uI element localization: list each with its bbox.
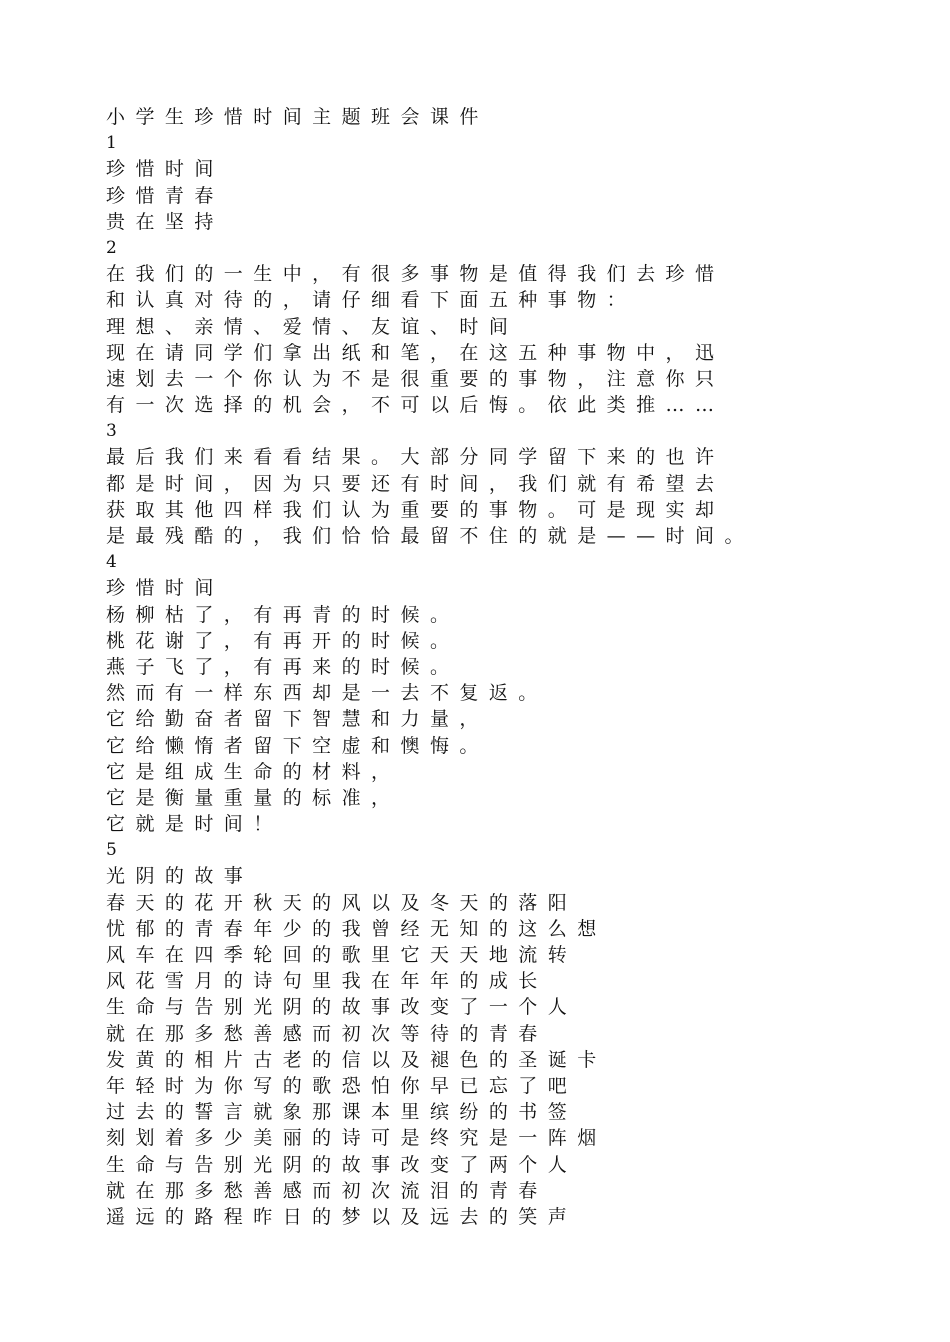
text-line: 有一次选择的机会，不可以后悔。依此类推…… (106, 394, 725, 417)
document-title: 小学生珍惜时间主题班会课件 (106, 106, 489, 128)
text-line: 速划去一个你认为不是很重要的事物，注意你只 (106, 367, 725, 390)
text-line: 生命与告别光阴的故事改变了一个人 (106, 996, 578, 1019)
text-line: 它是衡量重量的标准， (106, 786, 401, 809)
text-line: 刻划着多少美丽的诗可是终究是一阵烟 (106, 1127, 607, 1150)
text-line: 风花雪月的诗句里我在年年的成长 (106, 970, 548, 993)
text-line: 它给勤奋者留下智慧和力量， (106, 708, 489, 731)
text-line: 获取其他四样我们认为重要的事物。可是现实却 (106, 498, 725, 521)
text-line: 就在那多愁善感而初次流泪的青春 (106, 1179, 548, 1202)
slide-number: 5 (106, 840, 117, 861)
text-line: 生命与告别光阴的故事改变了两个人 (106, 1153, 578, 1176)
text-line: 然而有一样东西却是一去不复返。 (106, 682, 548, 705)
text-line: 都是时间，因为只要还有时间，我们就有希望去 (106, 472, 725, 495)
text-line: 就在那多愁善感而初次等待的青春 (106, 1022, 548, 1045)
text-line: 最后我们来看看结果。大部分同学留下来的也许 (106, 446, 725, 469)
text-line: 它就是时间！ (106, 813, 283, 836)
text-line: 过去的誓言就象那课本里缤纷的书签 (106, 1101, 578, 1124)
text-line: 它是组成生命的材料， (106, 760, 401, 783)
text-line: 它给懒惰者留下空虚和懊悔。 (106, 734, 489, 757)
text-line: 贵在坚持 (106, 210, 224, 233)
text-line: 在我们的一生中，有很多事物是值得我们去珍惜 (106, 263, 725, 286)
text-line: 桃花谢了，有再开的时候。 (106, 629, 460, 652)
text-line: 燕子飞了，有再来的时候。 (106, 655, 460, 678)
text-line: 光阴的故事 (106, 865, 254, 888)
slide-number: 1 (106, 133, 117, 154)
document-body (106, 104, 866, 1230)
slide-number: 4 (106, 552, 117, 573)
text-line: 和认真对待的，请仔细看下面五种事物： (106, 289, 637, 312)
text-line: 现在请同学们拿出纸和笔，在这五种事物中，迅 (106, 341, 725, 364)
text-line: 理想、亲情、爱情、友谊、时间 (106, 315, 519, 338)
text-line: 发黄的相片古老的信以及褪色的圣诞卡 (106, 1048, 607, 1071)
text-line: 珍惜时间 (106, 577, 224, 600)
text-line: 是最残酷的，我们恰恰最留不住的就是——时间。 (106, 525, 754, 547)
slide-number: 2 (106, 237, 117, 258)
text-line: 珍惜时间 (106, 158, 224, 181)
text-line: 珍惜青春 (106, 184, 224, 207)
text-line: 忧郁的青春年少的我曾经无知的这么想 (106, 917, 607, 940)
text-line: 风车在四季轮回的歌里它天天地流转 (106, 944, 578, 966)
text-line: 杨柳枯了，有再青的时候。 (106, 603, 460, 626)
text-line: 遥远的路程昨日的梦以及远去的笑声 (106, 1205, 578, 1228)
text-line: 春天的花开秋天的风以及冬天的落阳 (106, 891, 578, 914)
text-line: 年轻时为你写的歌恐怕你早已忘了吧 (106, 1074, 578, 1097)
slide-number: 3 (106, 421, 117, 442)
